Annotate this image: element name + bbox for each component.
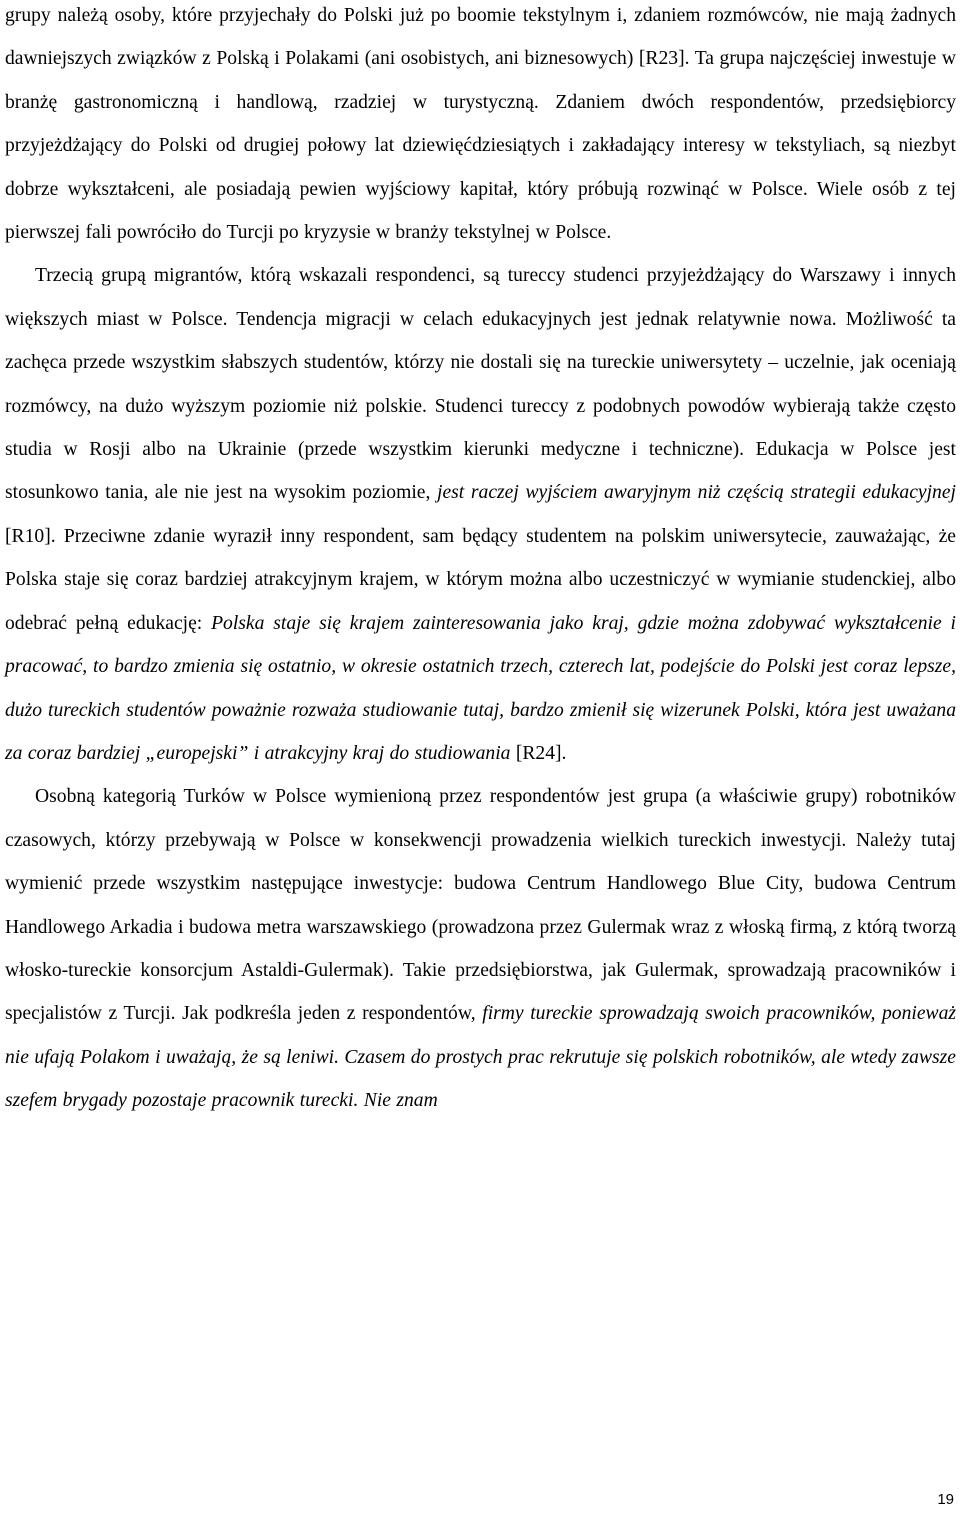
page-number: 19 xyxy=(937,1491,954,1508)
document-body xyxy=(5,0,956,1123)
paragraph-text: [R24]. xyxy=(510,742,567,764)
paragraph-workers xyxy=(5,775,956,1122)
paragraph-students xyxy=(5,254,956,775)
paragraph-text: grupy należą osoby, które przyjechały do Polski już po boomie tekstylnym i, zdaniem rozmówców, nie mają żadnych dawniejszych związków z Polską i Polakami (ani osobistych, ani biznesowych) [R23]. Ta grupa najczęściej inwestuje w branżę gastronomiczną i handlową, rzadziej w turystyczną. Zdaniem dwóch respondentów, przedsiębiorcy przyjeżdżający do Polski od drugiej połowy lat dziewięćdziesiątych i zakładający interesy w tekstyliach, są niezbyt dobrze wykształceni, ale posiadają pewien wyjściowy kapitał, który próbują rozwinąć w Polsce. Wiele osób z tej pierwszej fali powróciło do Turcji po kryzysie w branży tekstylnej w Polsce. xyxy=(5,5,956,244)
quote-italic: Polska staje się krajem zainteresowania jako kraj, gdzie można zdobywać wykształcenie i pracować, to bardzo zmienia się ostatnio, w okresie ostatnich trzech, czterech lat, podejście do Polski jest coraz lepsze, dużo tureckich studentów poważnie rozważa studiowanie tutaj, bardzo zmienił się wizerunek Polski, która jest uważana za coraz bardziej „europejski” i atrakcyjny kraj do studiowania xyxy=(5,612,956,764)
paragraph-continuation xyxy=(5,0,956,254)
paragraph-text: Trzecią grupą migrantów, którą wskazali respondenci, są tureccy studenci przyjeżdżający do Warszawy i innych większych miast w Polsce. Tendencja migracji w celach edukacyjnych jest jednak relatywnie nowa. Możliwość ta zachęca przede wszystkim słabszych studentów, którzy nie dostali się na tureckie uniwersytety – uczelnie, jak oceniają rozmówcy, na dużo wyższym poziomie niż polskie. Studenci tureccy z podobnych powodów wybierają także często studia w Rosji albo na Ukrainie (przede wszystkim kierunki medyczne i techniczne). Edukacja w Polsce jest stosunkowo tania, ale nie jest na wysokim poziomie, xyxy=(5,265,956,504)
quote-italic: firmy tureckie sprowadzają swoich pracowników, ponieważ nie ufają Polakom i uważają, że są leniwi. Czasem do prostych prac rekrutuje się polskich robotników, ale wtedy zawsze szefem brygady pozostaje pracownik turecki. Nie znam xyxy=(5,1003,957,1112)
paragraph-text: [R10]. Przeciwne zdanie wyraził inny respondent, sam będący studentem na polskim uniwersytecie, zauważając, że Polska staje się coraz bardziej atrakcyjnym krajem, w którym można albo uczestniczyć w wymianie studenckiej, albo odebrać pełną edukację: xyxy=(5,525,956,634)
paragraph-text: Osobną kategorią Turków w Polsce wymienioną przez respondentów jest grupa (a właściwie grupy) robotników czasowych, którzy przebywają w Polsce w konsekwencji prowadzenia wielkich tureckich inwestycji. Należy tutaj wymienić przede wszystkim następujące inwestycje: budowa Centrum Handlowego Blue City, budowa Centrum Handlowego Arkadia i budowa metra warszawskiego (prowadzona przez Gulermak wraz z włoską firmą, z którą tworzą włosko-tureckie konsorcjum Astaldi-Gulermak). Takie przedsiębiorstwa, jak Gulermak, sprowadzają pracowników i specjalistów z Turcji. Jak podkreśla jeden z respondentów, xyxy=(5,786,956,1025)
quote-italic: jest raczej wyjściem awaryjnym niż częścią strategii edukacyjnej xyxy=(437,482,956,504)
